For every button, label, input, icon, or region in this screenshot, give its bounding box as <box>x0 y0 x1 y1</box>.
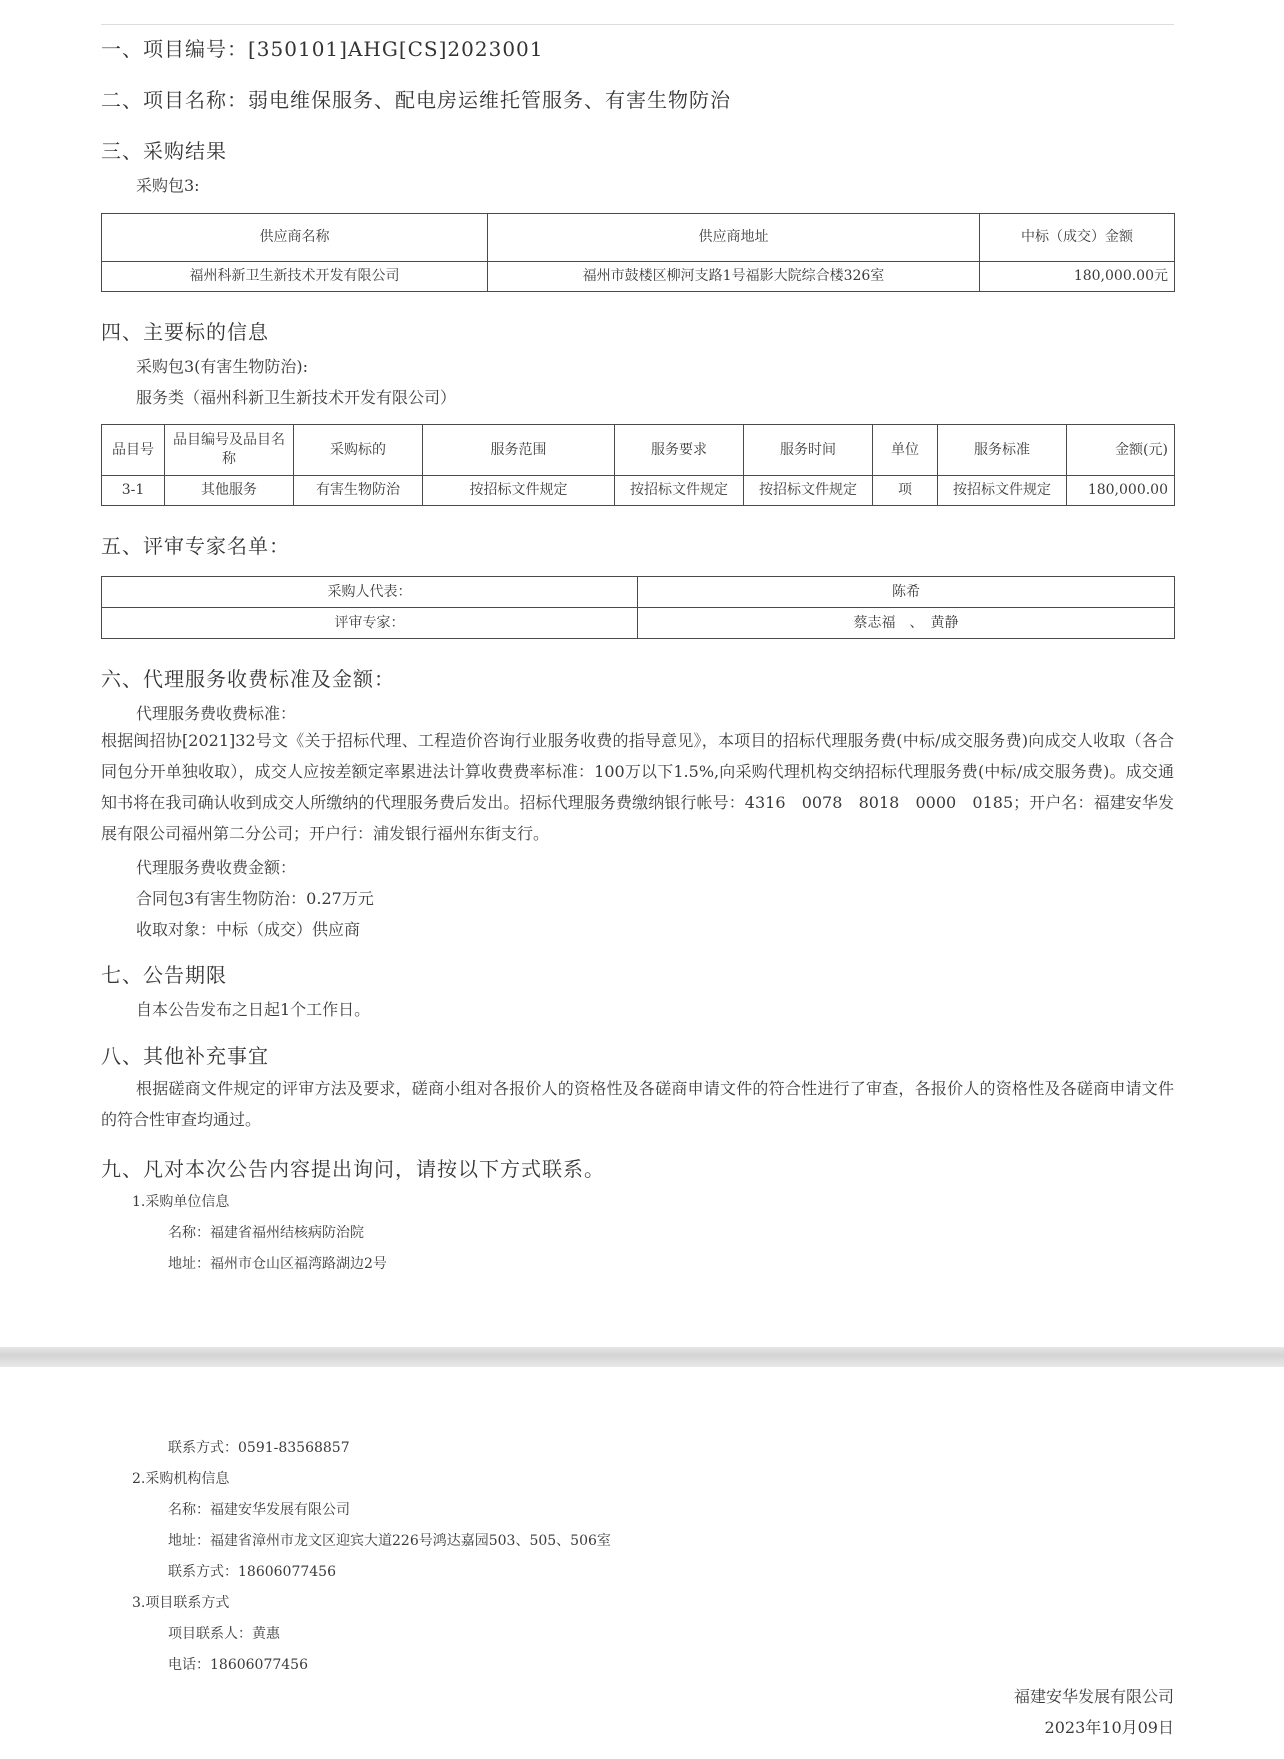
buyer-name: 名称：福建省福州结核病防治院 <box>168 1225 364 1241</box>
footer-date: 2023年10月09日 <box>1044 1718 1174 1737</box>
agency-contact: 联系方式：18606077456 <box>168 1564 336 1580</box>
header-amount: 金额(元) <box>1067 425 1175 476</box>
cell-supplier-address: 福州市鼓楼区柳河支路1号福影大院综合楼326室 <box>488 262 980 292</box>
cell-expert-value: 蔡志福 、 黄静 <box>638 608 1175 639</box>
expert-table <box>101 576 1175 639</box>
header-award-amount: 中标（成交）金额 <box>980 214 1175 262</box>
table-row <box>102 577 1175 608</box>
fee-standard-label: 代理服务费收费标准： <box>136 704 297 723</box>
header-subject: 采购标的 <box>294 425 423 476</box>
subject-category-label: 服务类（福州科新卫生新技术开发有限公司） <box>136 388 457 407</box>
procurement-result-heading: 三、采购结果 <box>101 139 227 163</box>
top-divider <box>101 24 1174 25</box>
header-service-time: 服务时间 <box>744 425 873 476</box>
buyer-address: 地址：福州市仓山区福湾路湖边2号 <box>168 1256 387 1272</box>
main-subject-heading: 四、主要标的信息 <box>101 320 269 344</box>
header-service-standard: 服务标准 <box>938 425 1067 476</box>
cell-amount: 180,000.00 <box>1067 476 1175 506</box>
header-service-scope: 服务范围 <box>423 425 615 476</box>
project-number-heading: 一、项目编号：[350101]AHG[CS]2023001 <box>101 37 544 61</box>
other-matters-heading: 八、其他补充事宜 <box>101 1044 269 1068</box>
buyer-info-title: 1.采购单位信息 <box>132 1194 230 1210</box>
subject-table <box>101 424 1175 506</box>
header-item-code-name: 品目编号及品目名称 <box>165 425 294 476</box>
cell-service-standard: 按招标文件规定 <box>938 476 1067 506</box>
header-service-requirement: 服务要求 <box>615 425 744 476</box>
table-row <box>102 262 1175 292</box>
footer-company: 福建安华发展有限公司 <box>1013 1687 1174 1706</box>
cell-subject: 有害生物防治 <box>294 476 423 506</box>
buyer-contact: 联系方式：0591-83568857 <box>168 1440 350 1456</box>
agency-fee-heading: 六、代理服务收费标准及金额： <box>101 667 395 691</box>
document-page-2 <box>0 1367 1284 1759</box>
fee-target: 收取对象：中标（成交）供应商 <box>136 920 361 939</box>
agency-name: 名称：福建安华发展有限公司 <box>168 1502 350 1518</box>
table-header-row <box>102 425 1175 476</box>
fee-amount-label: 代理服务费收费金额： <box>136 858 297 877</box>
notice-period-text: 自本公告发布之日起1个工作日。 <box>136 1000 371 1019</box>
contact-heading: 九、凡对本次公告内容提出询问，请按以下方式联系。 <box>101 1157 605 1181</box>
agency-address: 地址：福建省漳州市龙文区迎宾大道226号鸿达嘉园503、505、506室 <box>168 1533 611 1549</box>
cell-expert-label: 评审专家： <box>102 608 638 639</box>
project-contact-title: 3.项目联系方式 <box>132 1595 230 1611</box>
cell-service-scope: 按招标文件规定 <box>423 476 615 506</box>
project-name-heading: 二、项目名称：弱电维保服务、配电房运维托管服务、有害生物防治 <box>101 88 731 112</box>
project-contact-person: 项目联系人：黄惠 <box>168 1626 280 1642</box>
result-table <box>101 213 1175 292</box>
agency-info-title: 2.采购机构信息 <box>132 1471 230 1487</box>
notice-period-heading: 七、公告期限 <box>101 963 227 987</box>
subject-package-label: 采购包3(有害生物防治): <box>136 357 309 376</box>
result-package-label: 采购包3: <box>136 176 200 195</box>
cell-award-amount: 180,000.00元 <box>980 262 1175 292</box>
header-supplier-name: 供应商名称 <box>102 214 488 262</box>
cell-item-no: 3-1 <box>102 476 165 506</box>
fee-amount-value: 合同包3有害生物防治：0.27万元 <box>136 889 374 908</box>
project-contact-phone: 电话：18606077456 <box>168 1657 308 1673</box>
cell-item-code-name: 其他服务 <box>165 476 294 506</box>
other-matters-paragraph: 根据磋商文件规定的评审方法及要求，磋商小组对各报价人的资格性及各磋商申请文件的符合性进行了审查，各报价人的资格性及各磋商申请文件的符合性审查均通过。 <box>101 1079 1174 1129</box>
table-row <box>102 476 1175 506</box>
expert-list-heading: 五、评审专家名单： <box>101 534 290 558</box>
cell-service-time: 按招标文件规定 <box>744 476 873 506</box>
cell-service-requirement: 按招标文件规定 <box>615 476 744 506</box>
fee-standard-paragraph: 根据闽招协[2021]32号文《关于招标代理、工程造价咨询行业服务收费的指导意见》，本项目的招标代理服务费(中标/成交服务费)向成交人收取（各合同包分开单独收取），成交人应按差额定率累进法计算收费费率标准：100万以下1.5%,向采购代理机构交纳招标代理服务费(中标/成交服务费)。成交通知书将在我司确认收到成交人所缴纳的代理服务费后发出。招标代理服务费缴纳银行帐号：4316 0078 8018 0000 0185；开户名：福建安华发展有限公司福州第二分公司；开户行：浦发银行福州东街支行。 <box>101 731 1174 843</box>
header-unit: 单位 <box>873 425 938 476</box>
header-item-no: 品目号 <box>102 425 165 476</box>
cell-buyer-rep-value: 陈希 <box>638 577 1175 608</box>
table-header-row <box>102 214 1175 262</box>
cell-supplier-name: 福州科新卫生新技术开发有限公司 <box>102 262 488 292</box>
header-supplier-address: 供应商地址 <box>488 214 980 262</box>
page-break <box>0 1347 1284 1367</box>
table-row <box>102 608 1175 639</box>
cell-unit: 项 <box>873 476 938 506</box>
cell-buyer-rep-label: 采购人代表： <box>102 577 638 608</box>
